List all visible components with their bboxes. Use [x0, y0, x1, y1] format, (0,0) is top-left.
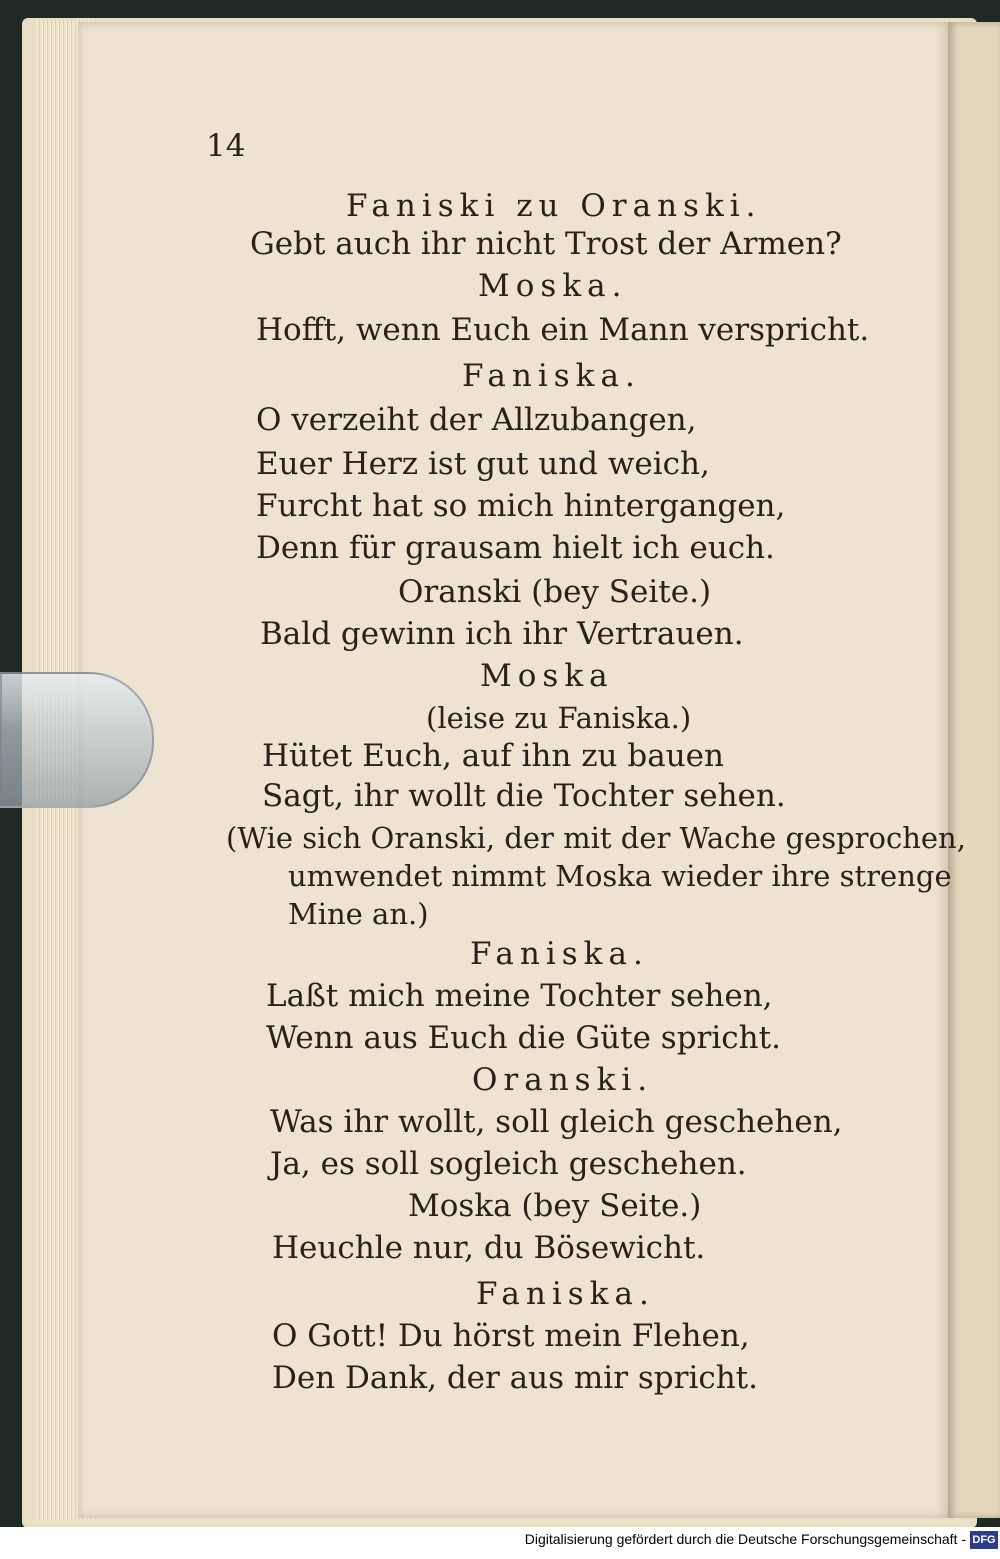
speaker-line: Moska [480, 658, 614, 694]
speaker-line: Faniska. [462, 358, 641, 394]
verse-line: Wenn aus Euch die Güte spricht. [266, 1020, 781, 1056]
speaker-line: Moska. [478, 268, 628, 304]
verse-line: Hütet Euch, auf ihn zu bauen [262, 738, 724, 774]
verse-line: Gebt auch ihr nicht Trost der Armen? [250, 226, 842, 262]
speaker-line: Faniski zu Oranski. [346, 188, 762, 224]
verse-line: Was ihr wollt, soll gleich geschehen, [270, 1104, 843, 1140]
verse-line: Hofft, wenn Euch ein Mann verspricht. [256, 312, 870, 348]
speaker-note-line: Moska (bey Seite.) [408, 1188, 702, 1224]
stage-direction: (leise zu Faniska.) [426, 701, 692, 735]
verse-line: O Gott! Du hörst mein Flehen, [272, 1318, 750, 1354]
verse-line: Furcht hat so mich hintergangen, [256, 488, 786, 524]
verse-line: Denn für grausam hielt ich euch. [256, 530, 775, 566]
speaker-line: Faniska. [476, 1276, 655, 1312]
speaker-line: Oranski. [472, 1062, 654, 1098]
dfg-logo: DFG [970, 1531, 998, 1549]
verse-line: Den Dank, der aus mir spricht. [272, 1360, 758, 1396]
page-number: 14 [206, 128, 246, 164]
verse-line: Heuchle nur, du Bösewicht. [272, 1230, 706, 1266]
verse-line: Euer Herz ist gut und weich, [256, 446, 710, 482]
verse-line: O verzeiht der Allzubangen, [256, 402, 697, 438]
verse-line: Sagt, ihr wollt die Tochter sehen. [262, 778, 786, 814]
verse-line: Laßt mich meine Tochter sehen, [266, 978, 773, 1014]
stage-direction: (Wie sich Oranski, der mit der Wache gesprochen, [226, 821, 966, 855]
stage-direction: Mine an.) [288, 897, 429, 931]
stage-direction: umwendet nimmt Moska wieder ihre strenge [288, 859, 952, 893]
footer-credit: Digitalisierung gefördert durch die Deutsche Forschungsgemeinschaft - [519, 1529, 966, 1549]
verse-line: Ja, es soll sogleich geschehen. [270, 1146, 747, 1182]
verse-line: Bald gewinn ich ihr Vertrauen. [260, 616, 744, 652]
speaker-note-line: Oranski (bey Seite.) [398, 574, 712, 610]
speaker-line: Faniska. [470, 936, 649, 972]
